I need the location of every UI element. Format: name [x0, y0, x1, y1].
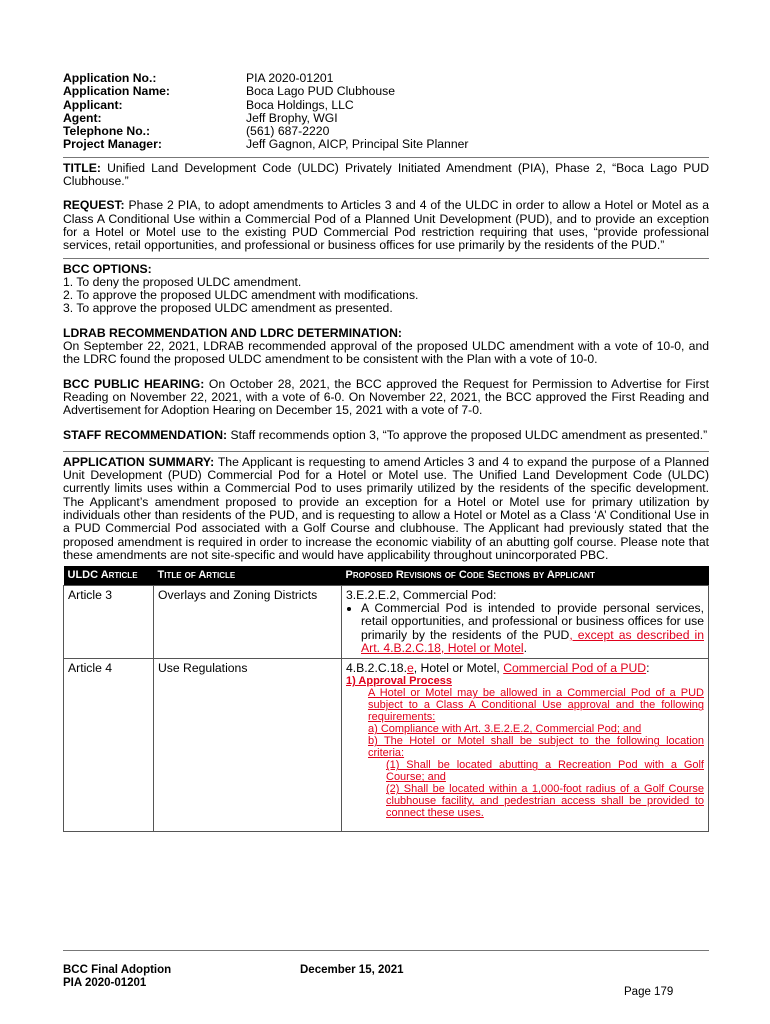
field-label: Telephone No.: — [63, 124, 151, 139]
ldrab-section — [63, 327, 709, 367]
footer-date: December 15, 2021 — [300, 964, 404, 976]
ldrab-text: On September 22, 2021, LDRAB recommended approval of the proposed ULDC amendment with a vote of 10-0, and the LDRC found the proposed ULDC amendment to be consistent with the Plan with a vote of 10-0. — [63, 339, 709, 367]
summary-text: The Applicant is requesting to amend Articles 3 and 4 to expand the purpose of a Planned Unit Development (PUD) Commercial Pod for a Hotel or Motel use. The Unified Land Development Code (ULDC) currently limits uses within a Commercial Pod to uses primarily utilized by the residents of the specific development. The Applicant’s amendment proposed to provide an exception for a Hotel or Motel use for primary utilization by individuals other than residents of the PUD, and is requesting to allow a Hotel or Motel as a Class ‘A’ Conditional Use in a PUD Commercial Pod associated with a Golf Course and clubhouse. The Applicant had previously stated that the proposed amendment is required in order to increase the economic viability of an abutting golf course. Please note that these amendments are not site-specific and would have applicability throughout unincorporated PBC. — [63, 454, 709, 562]
option-item: 2. To approve the proposed ULDC amendment with modifications. — [63, 288, 419, 303]
code-text: : — [646, 661, 650, 676]
field-label: Application No.: — [63, 71, 157, 85]
title-label: TITLE: — [63, 160, 101, 175]
title-section — [63, 157, 709, 189]
title-cell: Overlays and Zoning Districts — [154, 585, 342, 658]
table-header: Title of Article — [154, 566, 342, 585]
staff-text: Staff recommends option 3, “To approve the proposed ULDC amendment as presented.” — [230, 427, 708, 442]
request-label: REQUEST: — [63, 198, 125, 213]
added-text: e — [406, 661, 414, 676]
code-text: 4.B.2.C.18. — [346, 661, 407, 676]
bcc-options-label: BCC OPTIONS: — [63, 261, 152, 276]
page-number: Page 179 — [624, 986, 674, 998]
table-header-row — [64, 566, 709, 585]
bullet-end: . — [523, 640, 527, 655]
table-header: ULDC Article — [64, 566, 154, 585]
article-cell: Article 3 — [64, 585, 154, 658]
field-value: PIA 2020-01201 — [246, 71, 334, 85]
table-header: Proposed Revisions of Code Sections by Applicant — [342, 566, 709, 585]
summary-label: APPLICATION SUMMARY: — [63, 454, 215, 469]
bcc-options-section — [63, 258, 709, 316]
added-text: , except as described in Art. 4.B.2.C.18, Hotel or Motel — [361, 627, 704, 655]
added-text: (2) Shall be located within a 1,000-foot radius of a Golf Course clubhouse facility, and pedestrian access shall be provided to connect these uses. — [386, 783, 704, 820]
added-text: 1) Approval Process — [346, 675, 452, 688]
field-label: Application Name: — [63, 84, 170, 99]
footer-left-1: BCC Final Adoption — [63, 964, 172, 976]
summary-section — [63, 451, 709, 562]
added-text: Commercial Pod of a PUD — [503, 661, 647, 676]
field-label: Applicant: — [63, 97, 123, 112]
field-value: Jeff Brophy, WGI — [246, 110, 338, 125]
title-cell: Use Regulations — [154, 659, 342, 832]
revision-cell — [342, 659, 709, 832]
added-text: b) The Hotel or Motel shall be subject to the following location criteria: — [368, 735, 704, 760]
added-text: a) Compliance with Art. 3.E.2.E.2, Commercial Pod; and — [368, 723, 642, 736]
code-section — [346, 662, 704, 675]
table-row — [64, 659, 709, 832]
application-info — [63, 72, 709, 152]
staff-recommendation-section — [63, 429, 709, 442]
bcc-hearing-text: On October 28, 2021, the BCC approved the Request for Permission to Advertise for First Reading on November 22, 2021, with a vote of 6-0. On November 22, 2021, the BCC approved the First Reading and Advertisement for Adoption Hearing on December 15, 2021 with a vote of 7-0. — [63, 376, 709, 418]
field-value: Boca Lago PUD Clubhouse — [246, 84, 396, 99]
revisions-table — [63, 566, 709, 832]
bcc-hearing-label: BCC PUBLIC HEARING: — [63, 376, 205, 391]
ldrab-label: LDRAB RECOMMENDATION AND LDRC DETERMINATION: — [63, 325, 402, 340]
page-footer — [63, 950, 709, 991]
option-item: 3. To approve the proposed ULDC amendment as presented. — [63, 301, 393, 316]
article-cell: Article 4 — [64, 659, 154, 832]
field-label: Agent: — [63, 110, 102, 125]
bcc-hearing-section — [63, 378, 709, 418]
field-label: Project Manager: — [63, 137, 162, 152]
table-row — [64, 585, 709, 658]
revision-cell — [342, 585, 709, 658]
title-text: Unified Land Development Code (ULDC) Privately Initiated Amendment (PIA), Phase 2, “Boca Lago PUD Clubhouse.” — [63, 160, 710, 189]
field-value: (561) 687-2220 — [246, 124, 330, 139]
document-page — [63, 72, 709, 832]
option-item: 1. To deny the proposed ULDC amendment. — [63, 274, 302, 289]
staff-label: STAFF RECOMMENDATION: — [63, 427, 228, 442]
field-value: Jeff Gagnon, AICP, Principal Site Planner — [246, 137, 469, 152]
bullet-text: A Commercial Pod is intended to provide personal services, retail opportunities, and professional or business offices for use primarily by the residents of the PUD — [361, 601, 704, 642]
field-value: Boca Holdings, LLC — [246, 97, 354, 112]
footer-left-2: PIA 2020-01201 — [63, 977, 147, 990]
request-text: Phase 2 PIA, to adopt amendments to Articles 3 and 4 of the ULDC in order to allow a Hotel or Motel as a Class A Conditional Use within a Commercial Pod of a Planned Unit Development (PUD), and to provide an exception for a Hotel or Motel use to the existing PUD Commercial Pod restriction requiring that uses, “provide professional services, retail opportunities, and professional or business offices for use primarily by the residents of the PUD.” — [63, 198, 709, 253]
added-text: (1) Shall be located abutting a Recreation Pod with a Golf Course; and — [386, 759, 704, 784]
code-text: , Hotel or Motel, — [413, 661, 504, 676]
list-item — [361, 602, 704, 655]
request-section — [63, 199, 709, 252]
added-text: A Hotel or Motel may be allowed in a Commercial Pod of a PUD subject to a Class A Conditional Use approval and the following requirements: — [368, 687, 704, 724]
code-section: 3.E.2.E.2, Commercial Pod: — [346, 587, 497, 602]
